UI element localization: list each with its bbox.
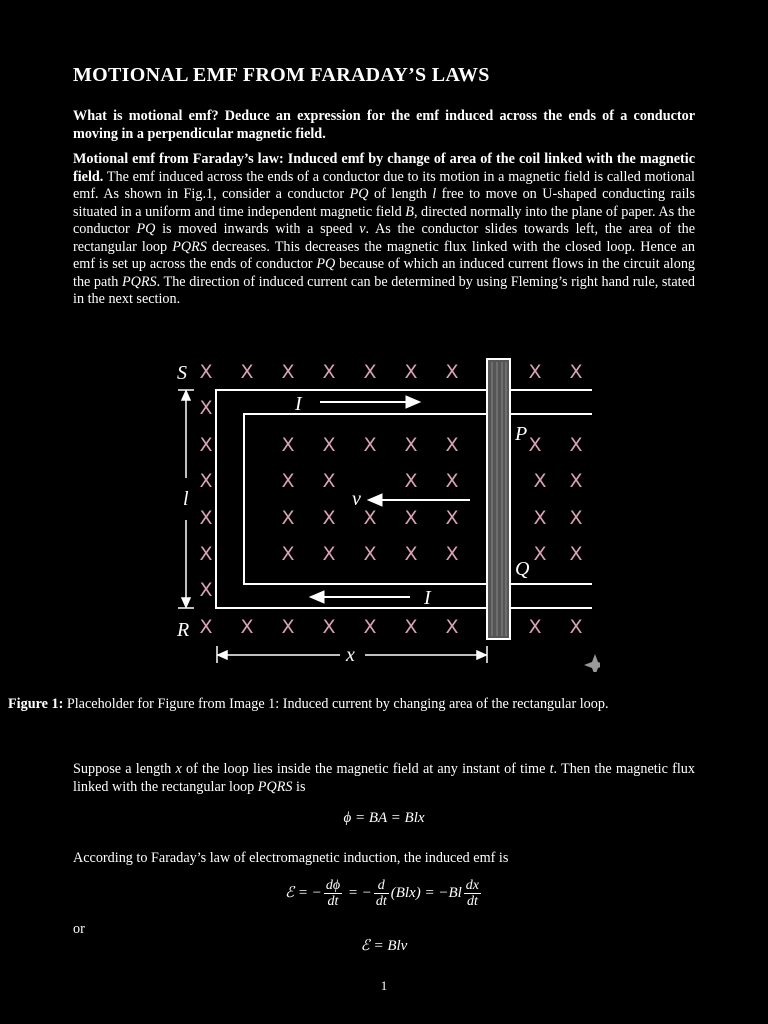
- eq-part: (Blx) = −Bl: [390, 884, 462, 901]
- frac-num: d: [374, 878, 389, 894]
- current-arrow-top: [406, 396, 420, 408]
- math-l: l: [432, 186, 437, 202]
- field-x-mark: X: [322, 543, 336, 565]
- sparkle-icon: [584, 654, 600, 672]
- field-x-mark: X: [199, 543, 213, 565]
- field-x-mark: X: [363, 361, 377, 383]
- field-x-mark: X: [569, 543, 583, 565]
- field-x-mark: X: [569, 434, 583, 456]
- field-x-mark: X: [363, 434, 377, 456]
- frac-num: dx: [465, 878, 479, 893]
- field-x-mark: X: [404, 470, 418, 492]
- question-text: What is motional emf? Deduce an expression for the emf induced across the ends of a conductor moving in a perpendicular magnetic field.: [73, 108, 695, 142]
- fraction-dphi-dt: [324, 878, 342, 909]
- field-x-mark: X: [404, 507, 418, 529]
- field-x-mark: X: [199, 616, 213, 638]
- math-t: t: [549, 761, 554, 777]
- field-x-mark: X: [404, 616, 418, 638]
- field-x-mark: X: [528, 434, 542, 456]
- field-x-mark: X: [199, 397, 213, 419]
- label-l: l: [183, 488, 189, 510]
- field-x-mark: X: [240, 616, 254, 638]
- equation-emf: [73, 878, 695, 909]
- fraction-dx-dt: [464, 878, 481, 909]
- fraction-d-dt: [374, 878, 389, 909]
- label-current-bottom: I: [424, 587, 431, 609]
- answer-heading: Motional emf from Faraday’s law: Induced emf by change of area of the coil linked with the magnetic field.: [73, 151, 695, 185]
- field-x-mark: X: [528, 616, 542, 638]
- field-x-mark: X: [445, 507, 459, 529]
- math-pq: PQ: [316, 256, 336, 272]
- math-pqrs: PQRS: [257, 778, 293, 795]
- field-x-mark: X: [240, 361, 254, 383]
- answer-text: of length: [368, 186, 433, 202]
- caption-text: Placeholder for Figure from Image 1: Induced current by changing area of the rectangular loop.: [63, 696, 609, 712]
- field-x-mark: X: [281, 470, 295, 492]
- field-x-mark: X: [569, 616, 583, 638]
- answer-text: because of which an induced current flows in the circuit along the path: [73, 256, 696, 290]
- math-x: x: [175, 761, 182, 777]
- current-arrows: [310, 396, 470, 603]
- answer-text: decreases. This decreases the magnetic flux linked with the closed loop. Hence an emf is set up across the ends of conductor: [73, 238, 696, 272]
- label-current-top: I: [295, 393, 302, 415]
- paragraph-flux: [73, 761, 695, 796]
- answer-text: . The direction of induced current can be determined by using Fleming’s right hand rule, stated in the next section.: [73, 273, 696, 307]
- field-x-mark: X: [533, 543, 547, 565]
- answer-text: is moved inwards with a speed: [155, 221, 360, 237]
- field-x-mark: X: [363, 507, 377, 529]
- para-text: is: [292, 778, 306, 795]
- field-x-mark: X: [322, 361, 336, 383]
- label-v: v: [352, 488, 361, 510]
- field-x-mark: X: [445, 361, 459, 383]
- field-x-mark: X: [281, 434, 295, 456]
- answer-text: , directed normally into the plane of paper. As the conductor: [73, 203, 695, 237]
- label-s: S: [177, 362, 187, 384]
- paragraph-faraday: According to Faraday’s law of electromagnetic induction, the induced emf is: [73, 850, 509, 866]
- field-x-mark: X: [281, 507, 295, 529]
- field-x-mark: X: [281, 616, 295, 638]
- field-x-mark: X: [199, 361, 213, 383]
- label-x: x: [346, 644, 355, 666]
- field-x-mark: X: [445, 470, 459, 492]
- field-x-mark: X: [533, 470, 547, 492]
- page-number: 1: [380, 978, 388, 993]
- field-x-mark: X: [363, 543, 377, 565]
- figure-caption: [8, 695, 614, 713]
- field-x-mark: X: [322, 470, 336, 492]
- page-title: MOTIONAL EMF FROM FARADAY’S LAWS: [73, 64, 490, 86]
- frac-den: dt: [466, 894, 478, 909]
- math-pq: PQ: [136, 221, 156, 237]
- field-x-mark: X: [528, 361, 542, 383]
- field-x-mark: X: [445, 434, 459, 456]
- equation-flux: ϕ = BA = Blx: [343, 810, 425, 826]
- answer-text: The emf induced across the ends of a conductor due to its motion in a magnetic field is called motional emf. As shown in Fig.1, consider a conductor: [73, 168, 695, 202]
- frac-den: dt: [375, 894, 387, 909]
- label-p: P: [515, 423, 528, 445]
- para-text: . Then the magnetic flux linked with the rectangular loop: [73, 761, 695, 795]
- eq-part: = −: [344, 884, 372, 901]
- field-x-mark: X: [445, 543, 459, 565]
- math-b: B: [405, 203, 414, 220]
- para-text: Suppose a length: [73, 761, 176, 777]
- frac-den: dt: [327, 894, 339, 909]
- math-pq: PQ: [349, 186, 369, 202]
- field-x-mark: X: [569, 507, 583, 529]
- field-x-mark: X: [199, 470, 213, 492]
- answer-paragraph: [73, 151, 695, 309]
- field-x-mark: X: [569, 470, 583, 492]
- math-v: v: [359, 221, 366, 237]
- field-x-mark: X: [281, 543, 295, 565]
- label-r: R: [177, 619, 190, 641]
- field-x-mark: X: [363, 616, 377, 638]
- or-text: or: [73, 921, 85, 937]
- math-pqrs: PQRS: [121, 273, 157, 290]
- label-q: Q: [515, 558, 530, 580]
- field-x-mark: X: [404, 434, 418, 456]
- field-x-mark: X: [281, 361, 295, 383]
- para-text: of the loop lies inside the magnetic field at any instant of time: [181, 761, 550, 777]
- field-x-mark: X: [322, 434, 336, 456]
- conductor-pq: [487, 359, 510, 639]
- field-x-mark: X: [199, 507, 213, 529]
- field-x-mark: X: [569, 361, 583, 383]
- field-x-mark: X: [404, 543, 418, 565]
- frac-num: dϕ: [325, 878, 341, 893]
- equation-motional-emf: ℰ = Blv: [360, 938, 408, 954]
- answer-text: free to move on U-shaped conducting rails situated in a uniform and time independent magnetic field: [73, 186, 696, 220]
- caption-label: Figure 1:: [8, 696, 64, 712]
- field-x-mark: X: [533, 507, 547, 529]
- velocity-arrow: [368, 494, 382, 506]
- field-x-mark: X: [199, 434, 213, 456]
- answer-text: . As the conductor slides towards left, the area of the rectangular loop: [73, 221, 695, 255]
- field-x-mark: X: [322, 507, 336, 529]
- field-x-mark: X: [199, 579, 213, 601]
- math-pqrs: PQRS: [172, 238, 207, 255]
- field-x-mark: X: [322, 616, 336, 638]
- current-arrow-bottom: [310, 591, 324, 603]
- figure-motional-emf: [100, 352, 600, 672]
- field-x-mark: X: [445, 616, 459, 638]
- field-x-mark: X: [404, 361, 418, 383]
- eq-part: ℰ = −: [285, 884, 322, 901]
